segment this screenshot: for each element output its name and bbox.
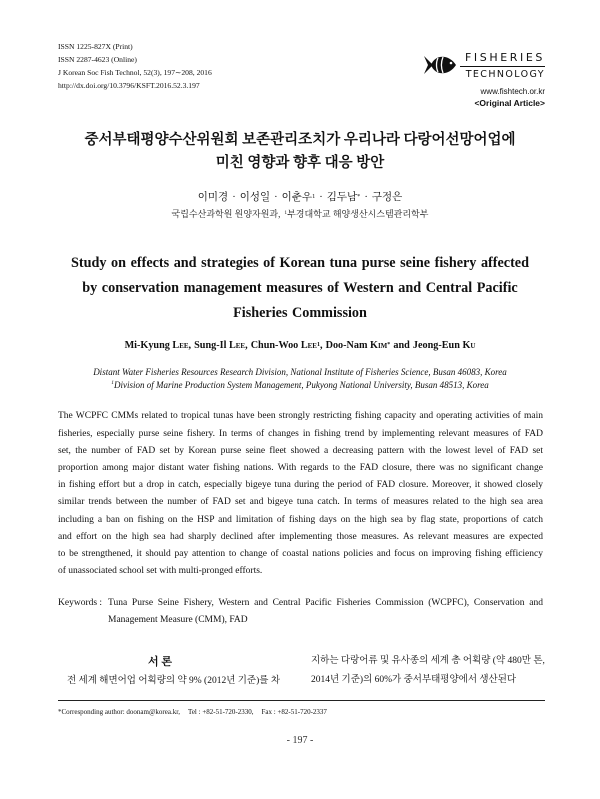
- affiliation-first: 국립수산과학원 원양자원과,: [171, 209, 281, 219]
- body-text-line: 지하는 다랑어류 및 유사종의 세계 총 어획량 (약 480만 톤,: [311, 655, 545, 666]
- author: [125, 340, 192, 351]
- logo-divider: [460, 66, 545, 67]
- author-separator: ·: [319, 192, 323, 203]
- author: [251, 340, 323, 351]
- logo-text-fisheries: FISHERIES: [465, 51, 545, 64]
- title-english-line: Fisheries Commission: [233, 304, 367, 321]
- journal-website-link[interactable]: www.fishtech.or.kr: [480, 87, 545, 96]
- abstract: [58, 408, 543, 580]
- abstract-line: and effort on the high sea had sharply declined after implementing those measures. As relevant measures are expected: [58, 531, 543, 542]
- body-text-line: 전 세계 해면어업 어획량의 약 9% (2012년 기준)를 차: [67, 676, 281, 686]
- author-separator: ·: [364, 192, 368, 203]
- author-affiliation-mark: 1: [312, 192, 316, 200]
- author-given-name: Sung-Il: [194, 340, 227, 351]
- author-name: 구정은: [371, 192, 403, 203]
- abstract-line: set, the number of FAD set by Korean purse seine fleet showed a decreasing pattern with the lowest level of FAD set: [58, 445, 543, 456]
- footnote-tel: Tel : +82-51-720-2330,: [188, 708, 254, 716]
- affiliation-line: [0, 379, 600, 392]
- author-name: 이성일: [239, 192, 271, 203]
- journal-logo: [423, 47, 545, 85]
- logo-text-technology: TECHNOLOGY: [465, 69, 545, 80]
- issn-online: ISSN 2287-4623 (Online): [58, 55, 137, 64]
- author: [413, 340, 476, 351]
- footnote-fax: Fax : +82-51-720-2337: [261, 708, 327, 716]
- author-given-name: Chun-Woo: [250, 340, 299, 351]
- abstract-line: The WCPFC CMMs related to tropical tunas have been strongly restricting fishing capacity and operating activities of main: [58, 411, 543, 422]
- author-family-name: Lee: [172, 340, 189, 351]
- journal-info: [58, 40, 212, 92]
- author-given-name: Mi-Kyung: [124, 340, 170, 351]
- author-separator: ,: [320, 340, 323, 351]
- section-heading-introduction: 서 론: [147, 656, 172, 668]
- author-family-name: Ku: [462, 340, 476, 351]
- author-separator: ,: [245, 340, 248, 351]
- author-name: 김두남: [326, 192, 358, 203]
- abstract-line: similar trends between the number of FAD set and bigeye tuna catch. In terms of measures related to the high sea area: [58, 497, 543, 508]
- author-name: 이미경: [197, 192, 229, 203]
- author-separator: ,: [188, 340, 192, 351]
- abstract-line: to be strengthened, it should pay attention to change of coastal nations policies and focus on improving fishing efficiency: [58, 548, 543, 559]
- body-column-right: [311, 652, 543, 690]
- article-type-label: <Original Article>: [474, 98, 545, 108]
- abstract-line: in fishing effort but a drop in catch, especially bigeye tuna during the period of FAD closure. Moreover, it showed closely: [58, 480, 543, 491]
- author-family-name: Lee: [300, 340, 317, 351]
- corresponding-author-email: *Corresponding author: doonam@korea.kr,: [58, 708, 181, 716]
- page-number: - 197 -: [286, 735, 314, 746]
- title-korean-line: 미친 영향과 향후 대응 방안: [215, 155, 385, 171]
- author-given-name: Jeong-Eun: [412, 340, 460, 351]
- title-english: [0, 251, 600, 326]
- author-family-name: Lee: [228, 340, 246, 351]
- authors-korean: [0, 191, 600, 205]
- journal-citation: J Korean Soc Fish Technol, 52(3), 197∼208, 2016: [58, 68, 212, 77]
- author: [326, 340, 391, 351]
- affiliation-mark: 1: [284, 209, 288, 216]
- abstract-line: of unassociated school set with multi-pronged efforts.: [58, 566, 263, 577]
- title-korean: [0, 129, 600, 175]
- author: [194, 340, 248, 351]
- title-korean-line: 중서부태평양수산위원회 보존관리조치가 우리나라 다랑어선망어업에: [84, 132, 516, 148]
- footnote-divider: [58, 700, 545, 701]
- fish-icon: [423, 51, 457, 79]
- author-separator: ·: [232, 192, 236, 203]
- affiliation-text: Distant Water Fisheries Resources Research Division, National Institute of Fisheries Science, Busan 46083, Korea: [93, 366, 507, 377]
- title-english-line: Study on effects and strategies of Korean tuna purse seine fishery affected: [71, 254, 529, 271]
- authors-english: [0, 339, 600, 353]
- affiliation-line: [0, 366, 600, 379]
- affiliation-korean: [0, 208, 600, 220]
- author-name: 이춘우: [281, 192, 313, 203]
- affiliation-second: 부경대학교 해양생산시스템관리학부: [287, 209, 429, 219]
- affiliation-text: Division of Marine Production System Management, Pukyong National University, Busan 48513, Korea: [113, 379, 489, 390]
- keywords-label: Keywords :: [58, 597, 103, 608]
- author-family-name: Kim: [370, 340, 388, 351]
- author-affiliation-mark: 1: [316, 341, 321, 348]
- affiliation-mark: 1: [111, 380, 114, 387]
- body-column-left: [58, 673, 290, 689]
- affiliations-english: [0, 366, 600, 392]
- doi-link[interactable]: http://dx.doi.org/10.3796/KSFT.2016.52.3.197: [58, 81, 200, 90]
- abstract-line: fisheries, especially purse seine fishery. In terms of changes in fishing trend by implementing relevant measures of FAD: [58, 428, 543, 439]
- corresponding-author-mark: *: [387, 341, 391, 348]
- keywords-text: Tuna Purse Seine Fishery, Western and Central Pacific Fisheries Commission (WCPFC), Conservation and Management Measure (CMM), FAD: [108, 597, 543, 625]
- title-english-line: by conservation management measures of Western and Central Pacific: [82, 279, 518, 296]
- author-conjunction: and: [393, 340, 410, 351]
- issn-print: ISSN 1225-827X (Print): [58, 42, 133, 51]
- abstract-line: proportion among major distant water fishing nations. With regards to the FAD closure, there was no significant change: [58, 462, 543, 473]
- corresponding-author-mark: *: [357, 192, 361, 200]
- author-separator: ·: [274, 192, 278, 203]
- abstract-line: including a ban on fishing on the HSP and limitation of fishing days on the high sea by flag state, proportions of catch: [58, 514, 543, 525]
- author-given-name: Doo-Nam: [325, 340, 368, 351]
- footnote: [58, 707, 327, 717]
- body-text-line: 2014년 기준)의 60%가 중서부태평양에서 생산된다: [311, 674, 517, 685]
